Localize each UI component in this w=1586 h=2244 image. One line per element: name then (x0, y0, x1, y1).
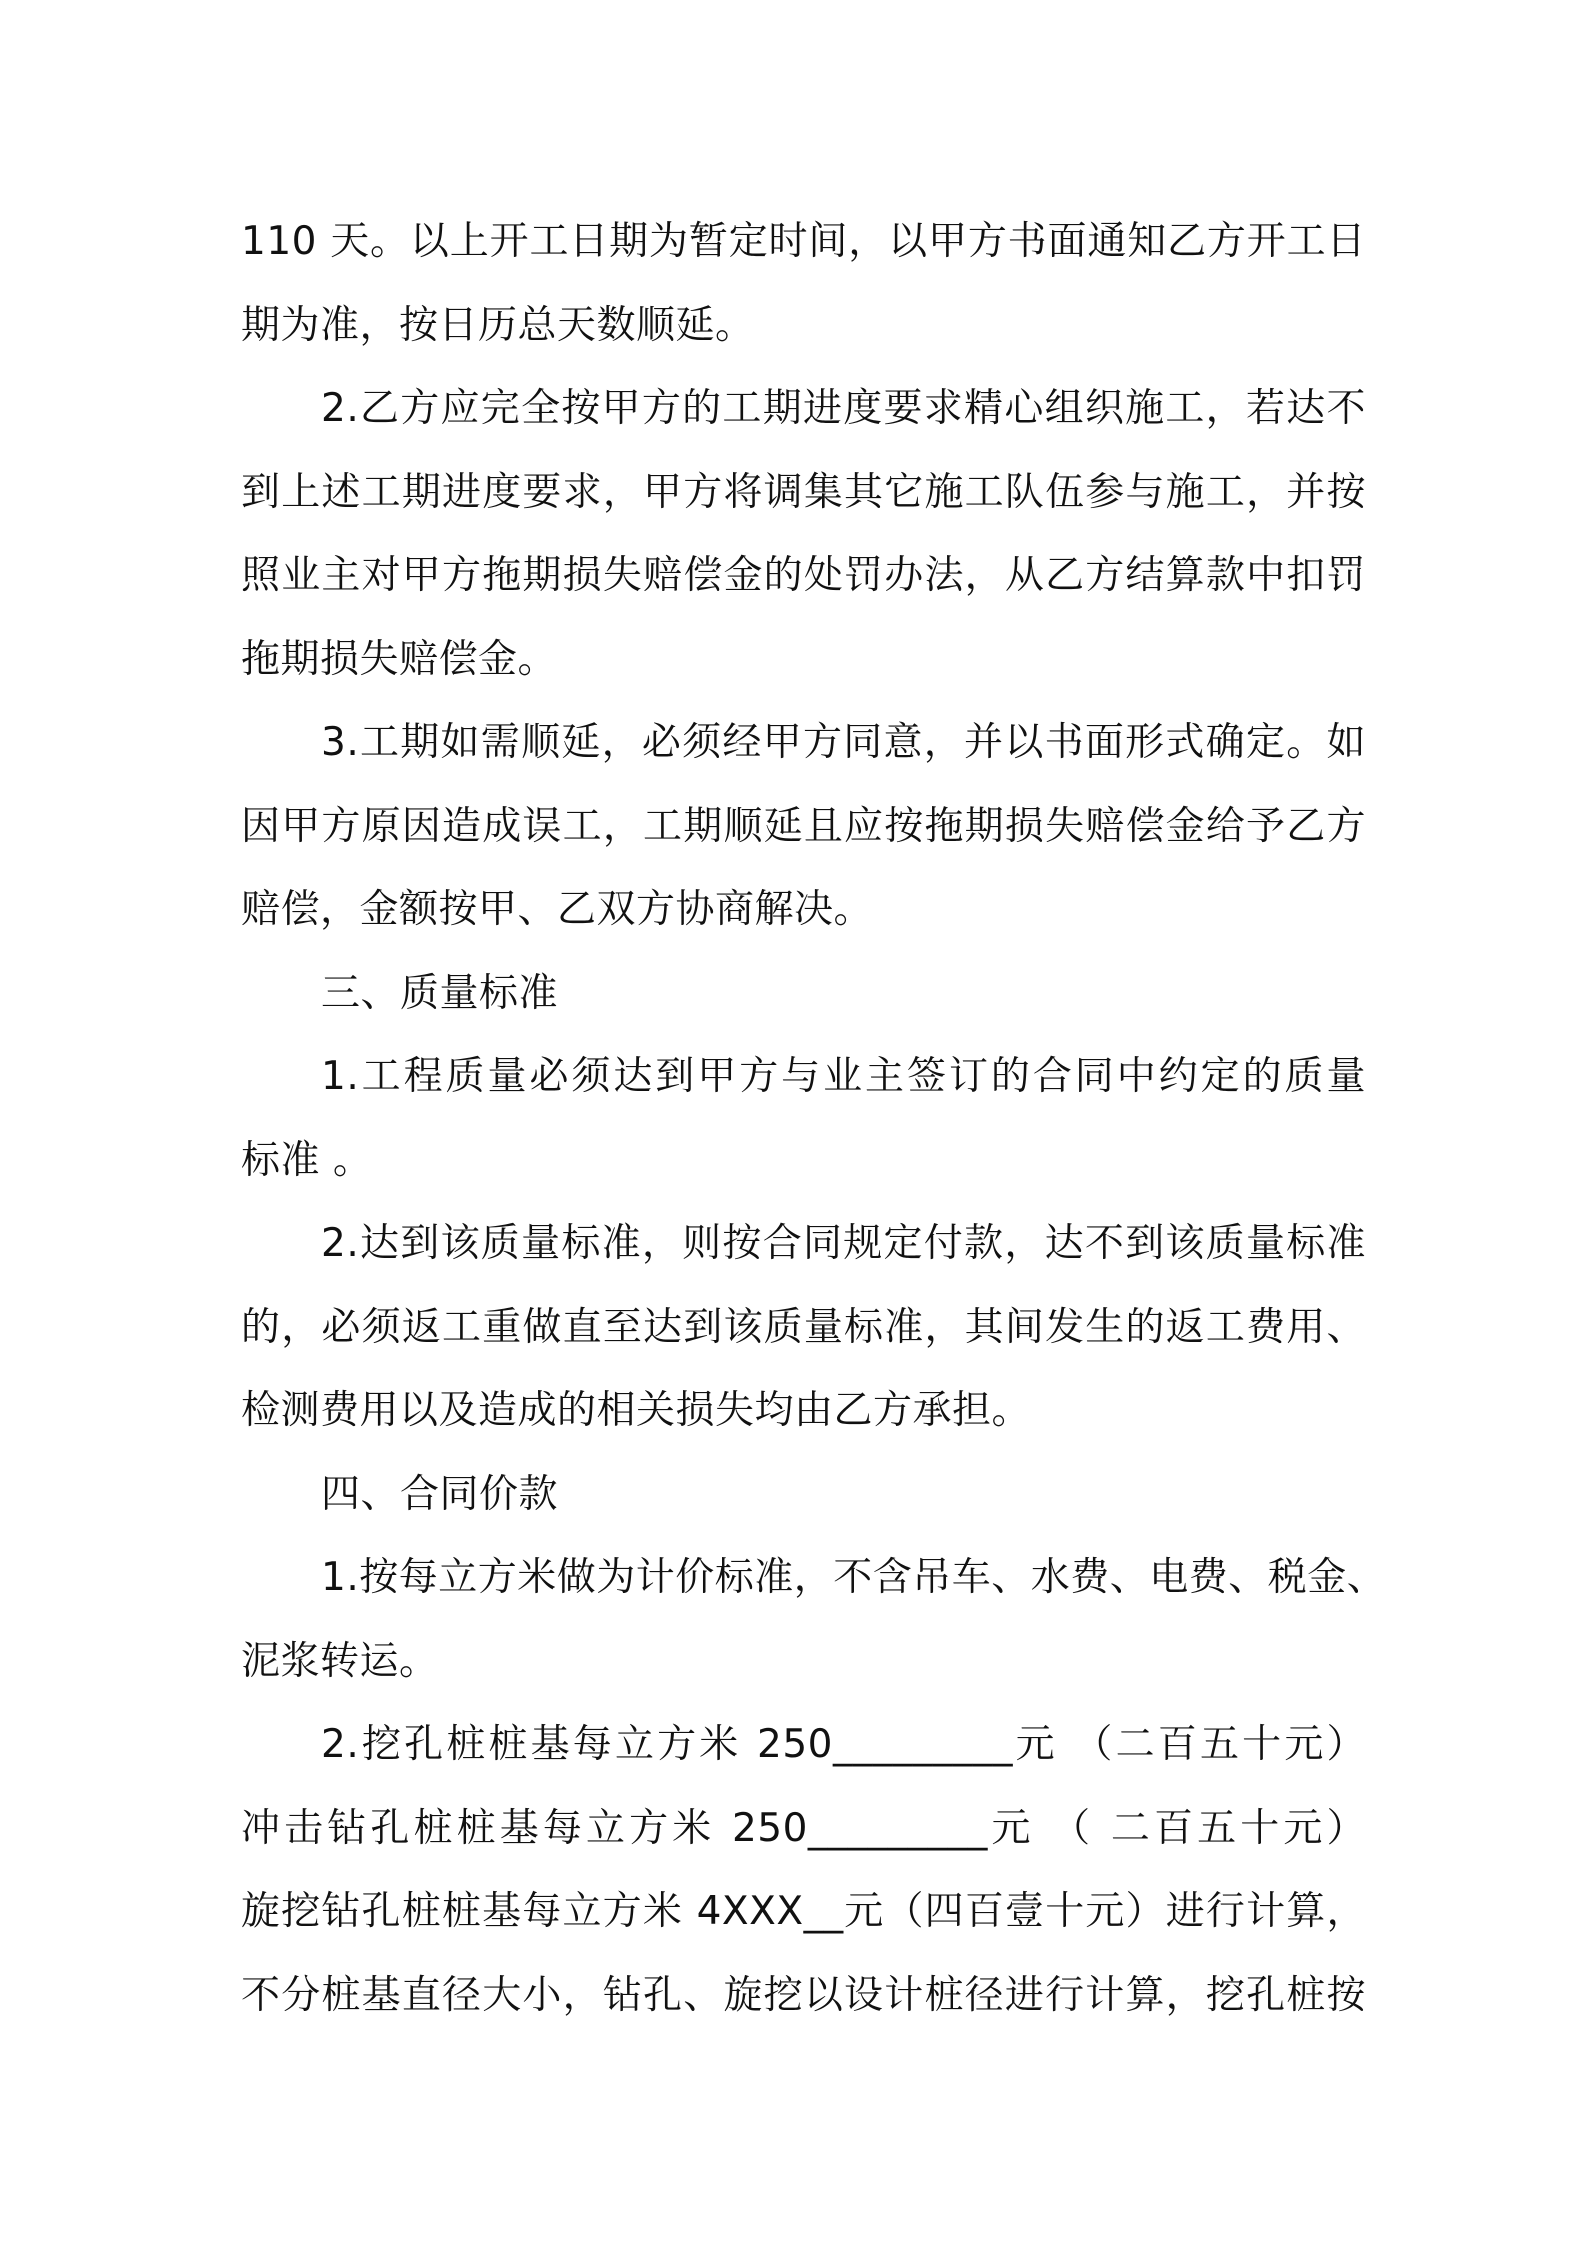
document-body (241, 200, 1387, 2037)
paragraph-line: 检测费用以及造成的相关损失均由乙方承担。 (241, 1388, 1032, 1433)
paragraph-line: 110 天。以上开工日期为暂定时间，以甲方书面通知乙方开工日 (241, 219, 1366, 264)
paragraph-line: 冲击钻孔桩桩基每立方米 250_________元 （ 二百五十元） (241, 1805, 1366, 1851)
paragraph-line: 1.按每立方米做为计价标准，不含吊车、水费、电费、税金、 (321, 1555, 1387, 1600)
paragraph-line: 到上述工期进度要求，甲方将调集其它施工队伍参与施工，并按 (241, 469, 1366, 515)
paragraph-line: 2.挖孔桩桩基每立方米 250_________元 （二百五十元） (321, 1722, 1366, 1767)
paragraph-line: 标准 。 (241, 1137, 373, 1183)
section-heading: 四、合同价款 (321, 1471, 559, 1517)
paragraph-line: 不分桩基直径大小，钻孔、旋挖以设计桩径进行计算，挖孔桩按 (241, 1972, 1366, 2018)
paragraph-line: 2.乙方应完全按甲方的工期进度要求精心组织施工，若达不 (321, 386, 1366, 431)
paragraph-line: 2.达到该质量标准，则按合同规定付款，达不到该质量标准 (321, 1221, 1366, 1266)
paragraph-line: 照业主对甲方拖期损失赔偿金的处罚办法，从乙方结算款中扣罚 (241, 553, 1366, 598)
paragraph-line: 期为准，按日历总天数顺延。 (241, 302, 755, 348)
paragraph-line: 3.工期如需顺延，必须经甲方同意，并以书面形式确定。如 (321, 720, 1366, 765)
paragraph-line: 旋挖钻孔桩桩基每立方米 4XXX__元（四百壹十元）进行计算， (241, 1889, 1366, 1934)
paragraph-line: 拖期损失赔偿金。 (241, 636, 558, 682)
paragraph-line: 赔偿，金额按甲、乙双方协商解决。 (241, 887, 874, 932)
paragraph-line: 1.工程质量必须达到甲方与业主签订的合同中约定的质量 (321, 1054, 1366, 1099)
paragraph-line: 因甲方原因造成误工，工期顺延且应按拖期损失赔偿金给予乙方 (241, 803, 1366, 849)
paragraph-line: 的，必须返工重做直至达到该质量标准，其间发生的返工费用、 (241, 1304, 1366, 1350)
section-heading: 三、质量标准 (321, 970, 559, 1016)
paragraph-line: 泥浆转运。 (241, 1638, 439, 1684)
